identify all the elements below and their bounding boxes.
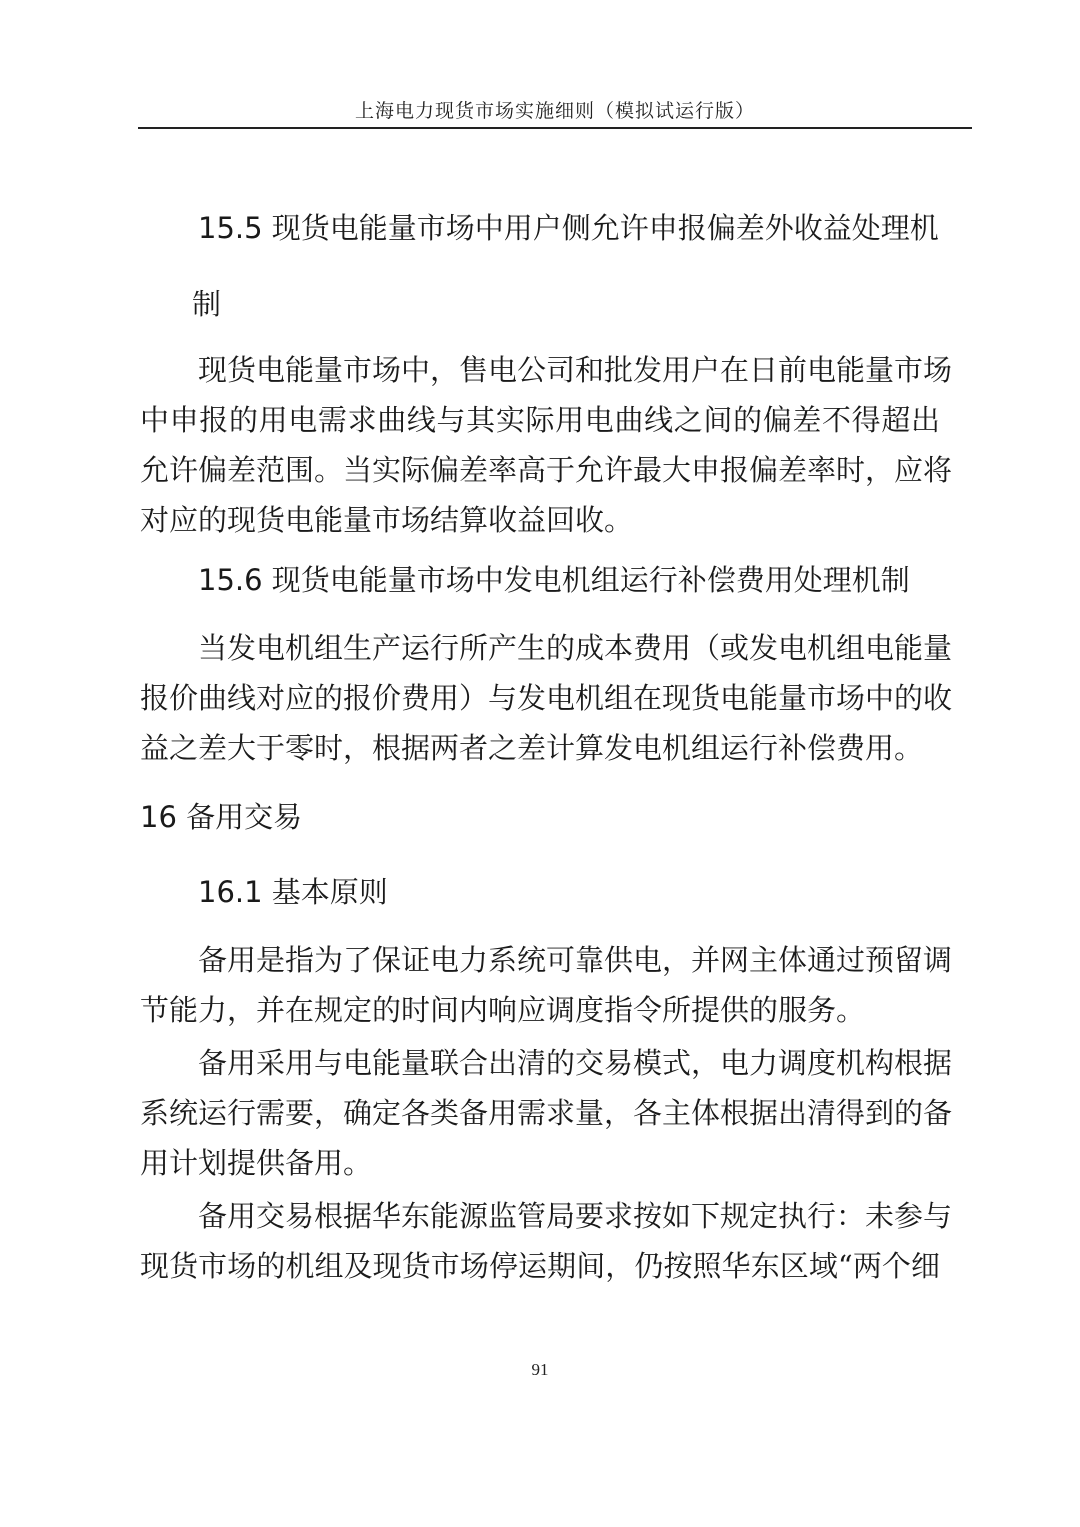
paragraph-line: 现货市场的机组及现货市场停运期间，仍按照华东区域“两个细 — [140, 1249, 940, 1283]
paragraph-line: 备用是指为了保证电力系统可靠供电，并网主体通过预留调 — [198, 943, 953, 977]
page-number: 91 — [531, 1360, 549, 1379]
paragraph-line: 现货电能量市场中，售电公司和批发用户在日前电能量市场 — [198, 353, 953, 387]
paragraph-line: 当发电机组生产运行所产生的成本费用（或发电机组电能量 — [198, 631, 953, 665]
section-16-1-heading: 16.1 基本原则 — [198, 875, 388, 909]
paragraph-line: 中申报的用电需求曲线与其实际用电曲线之间的偏差不得超出 — [140, 403, 940, 437]
header-rule — [138, 127, 972, 129]
section-16-heading: 16 备用交易 — [140, 800, 303, 834]
section-15-5-heading-cont: 制 — [192, 287, 222, 321]
paragraph-line: 益之差大于零时，根据两者之差计算发电机组运行补偿费用。 — [140, 731, 924, 765]
paragraph-line: 报价曲线对应的报价费用）与发电机组在现货电能量市场中的收 — [140, 681, 953, 715]
paragraph-line: 备用交易根据华东能源监管局要求按如下规定执行：未参与 — [198, 1199, 953, 1233]
section-15-5-heading: 15.5 现货电能量市场中用户侧允许申报偏差外收益处理机 — [198, 211, 939, 245]
paragraph-line: 用计划提供备用。 — [140, 1146, 373, 1180]
section-15-6-heading: 15.6 现货电能量市场中发电机组运行补偿费用处理机制 — [198, 563, 910, 597]
paragraph-line: 系统运行需要，确定各类备用需求量，各主体根据出清得到的备 — [140, 1096, 953, 1130]
paragraph-line: 对应的现货电能量市场结算收益回收。 — [140, 503, 634, 537]
paragraph-line: 节能力，并在规定的时间内响应调度指令所提供的服务。 — [140, 993, 866, 1027]
paragraph-line: 备用采用与电能量联合出清的交易模式，电力调度机构根据 — [198, 1046, 953, 1080]
paragraph-line: 允许偏差范围。当实际偏差率高于允许最大申报偏差率时，应将 — [140, 453, 953, 487]
running-header: 上海电力现货市场实施细则（模拟试运行版） — [354, 100, 755, 122]
